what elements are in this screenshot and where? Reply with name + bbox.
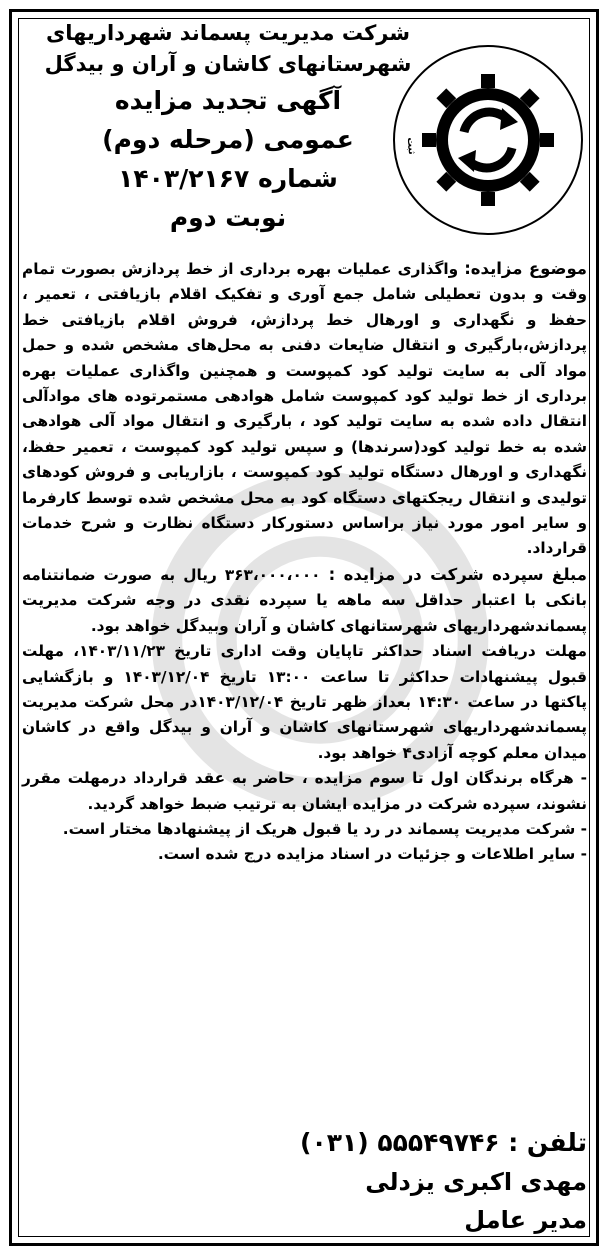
notice-number: شماره ۱۴۰۳/۲۱۶۷	[118, 164, 338, 193]
signatory-name: مهدی اکبری یزدلی	[365, 1168, 587, 1196]
signature-block	[365, 1163, 587, 1239]
notice-round: نوبت دوم	[169, 203, 287, 232]
logo-ring-text: ثبت	[404, 137, 418, 156]
notice-body	[22, 256, 587, 868]
phone-label: تلفن :	[508, 1128, 587, 1157]
deposit-label: مبلغ سپرده شرکت در مزایده :	[328, 564, 588, 584]
subject-label: موضوع مزایده:	[464, 259, 587, 278]
phone-number: ۵۵۵۴۹۷۴۶ (۰۳۱)	[300, 1128, 500, 1157]
headline	[33, 18, 423, 236]
deadline-paragraph: مهلت دریافت اسناد حداکثر تاپایان وقت اداری تاریخ ۱۴۰۳/۱۱/۲۳، مهلت قبول پیشنهادات حداکثر تا ساعت ۱۳:۰۰ تاریخ ۱۴۰۳/۱۲/۰۴ و بازگشایی پاکتها در ساعت ۱۴:۳۰ بعداز ظهر تاریخ ۱۴۰۳/۱۲/۰۴در محل شرکت مدیریت پسماندشهرداریهای شهرستانهای کاشان و آران و بیدگل واقع در کاشان میدان معلم کوچه آزادی۴ خواهد بود.	[22, 642, 587, 762]
note-rights: - شرکت مدیریت پسماند در رد یا قبول هریک از پیشنهادها مختار است.	[62, 819, 587, 838]
signatory-role: مدیر عامل	[464, 1206, 587, 1234]
subject-paragraph	[22, 256, 587, 562]
notice-title-line2: عمومی (مرحله دوم)	[102, 125, 354, 154]
note-forfeit: - هرگاه برندگان اول تا سوم مزایده ، حاضر به عقد قرارداد درمهلت مقرر نشوند، سپرده شرکت در مزایده ایشان به ترتیب ضبط خواهد گردید.	[22, 769, 587, 813]
subject-text: واگذاری عملیات بهره برداری از خط پردازش بصورت تمام وقت و بدون تعطیلی شامل جمع آوری و تفکیک اقلام بازیافتی ، تعمیر ، حفظ و نگهداری و اورهال خط پردازش، فروش اقلام بازیافتی خط پردازش،بارگیری و انتقال ضایعات دفنی به محل‌های مشخص شده و حمل مواد آلی به سایت تولید کود کمپوست و همچنین واگذاری عملیات بهره برداری از خط تولید کود کمپوست شامل هوادهی مستمرتوده های موادآلی انتقال داده شده به سایت تولید کود ، بارگیری و انتقال مواد آلی هوادهی شده به خط تولید کود(سرندها) و سپس تولید کود کمپوست ، تعمیر حفظ، نگهداری و اورهال دستگاه تولید کود کمپوست ، بازاریابی و فروش کودهای تولیدی و انتقال ریجکتهای دستگاه کود به محل مشخص شده توسط کارفرما و سایر امور مورد نیاز براساس دستورکار دستگاه نظارت و شرح خدمات قرارداد.	[22, 260, 587, 558]
note-details: - سایر اطلاعات و جزئیات در اسناد مزایده درج شده است.	[157, 845, 587, 864]
deposit-text: ۳۶۳،۰۰۰،۰۰۰ ریال به صورت ضمانتنامه بانکی با اعتبار حداقل سه ماهه یا سپرده نقدی در وجه شرکت مدیریت پسماندشهرداریهای شهرستانهای کاشان و آران وبیدگل خواهد بود.	[22, 565, 587, 635]
notice-title-line1: آگهی تجدید مزایده	[114, 86, 342, 115]
phone-line	[300, 1125, 587, 1161]
company-name-line2: شهرستانهای کاشان و آران و بیدگل	[44, 52, 412, 76]
deposit-paragraph	[22, 562, 587, 639]
company-name-line1: شرکت مدیریت پسماند شهرداریهای	[45, 21, 411, 45]
